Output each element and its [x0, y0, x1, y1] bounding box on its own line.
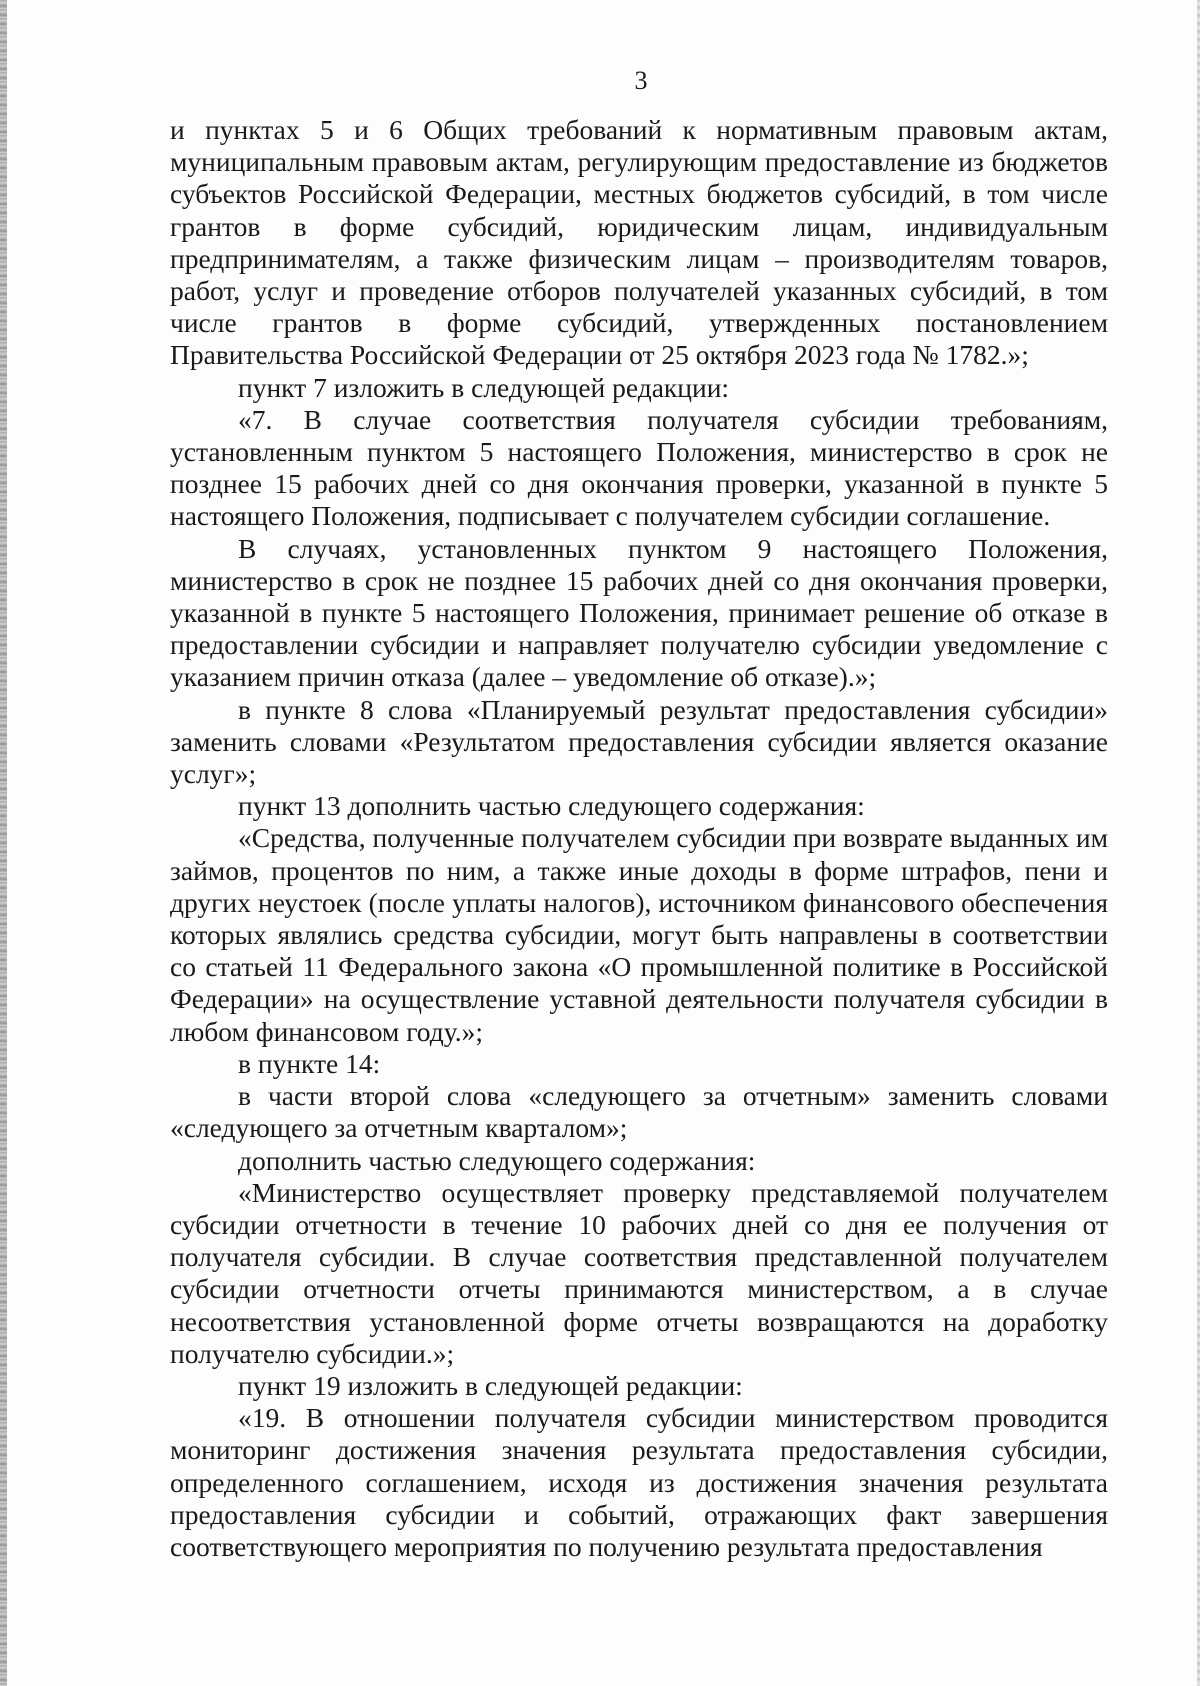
paragraph: «7. В случае соответствия получателя субсидии требованиям, установленным пунктом 5 настоящего Положения, министерство в срок не позднее 15 рабочих дней со дня окончания проверки, указанной в пункте 5 настоящего Положения, подписывает с получателем субсидии соглашение.	[170, 403, 1108, 532]
scan-edge-left	[0, 0, 7, 1686]
document-body	[170, 114, 1108, 1563]
paragraph: «Средства, полученные получателем субсидии при возврате выданных им займов, процентов по ним, а также иные доходы в форме штрафов, пени и других неустоек (после уплаты налогов), источником финансового обеспечения которых являлись средства субсидии, могут быть направлены в соответствии со статьей 11 Федерального закона «О промышленной политике в Российской Федерации» на осуществление уставной деятельности получателя субсидии в любом финансовом году.»;	[170, 822, 1108, 1047]
paragraph: пункт 13 дополнить частью следующего содержания:	[238, 790, 865, 822]
paragraph: в пункте 8 слова «Планируемый результат предоставления субсидии» заменить словами «Результатом предоставления субсидии является оказание услуг»;	[170, 693, 1108, 790]
paragraph: «Министерство осуществляет проверку представляемой получателем субсидии отчетности в течение 10 рабочих дней со дня ее получения от получателя субсидии. В случае соответствия представленной получателем субсидии отчетности отчеты принимаются министерством, а в случае несоответствия установленной форме отчеты возвращаются на доработку получателю субсидии.»;	[170, 1176, 1108, 1369]
paragraph: пункт 7 изложить в следующей редакции:	[238, 371, 730, 403]
paragraph: «19. В отношении получателя субсидии министерством проводится мониторинг достижения значения результата предоставления субсидии, определенного соглашением, исходя из достижения значения результата предоставления субсидии и событий, отражающих факт завершения соответствующего мероприятия по получению результата предоставления	[170, 1402, 1108, 1562]
paragraph: дополнить частью следующего содержания:	[238, 1144, 756, 1176]
paragraph: пункт 19 изложить в следующей редакции:	[238, 1369, 743, 1401]
paragraph: В случаях, установленных пунктом 9 настоящего Положения, министерство в срок не позднее 15 рабочих дней со дня окончания проверки, указанной в пункте 5 настоящего Положения, принимает решение об отказе в предоставлении субсидии и направляет получателю субсидии уведомление с указанием причин отказа (далее – уведомление об отказе).»;	[170, 532, 1108, 693]
page-number: 3	[634, 66, 648, 95]
paragraph: и пунктах 5 и 6 Общих требований к нормативным правовым актам, муниципальным правовым актам, регулирующим предоставление из бюджетов субъектов Российской Федерации, местных бюджетов субсидий, в том числе грантов в форме субсидий, юридическим лицам, индивидуальным предпринимателям, а также физическим лицам – производителям товаров, работ, услуг и проведение отборов получателей указанных субсидий, в том числе грантов в форме субсидий, утвержденных постановлением Правительства Российской Федерации от 25 октября 2023 года № 1782.»;	[170, 114, 1108, 371]
paragraph: в пункте 14:	[238, 1047, 381, 1079]
paragraph: в части второй слова «следующего за отчетным» заменить словами «следующего за отчетным кварталом»;	[170, 1080, 1108, 1144]
